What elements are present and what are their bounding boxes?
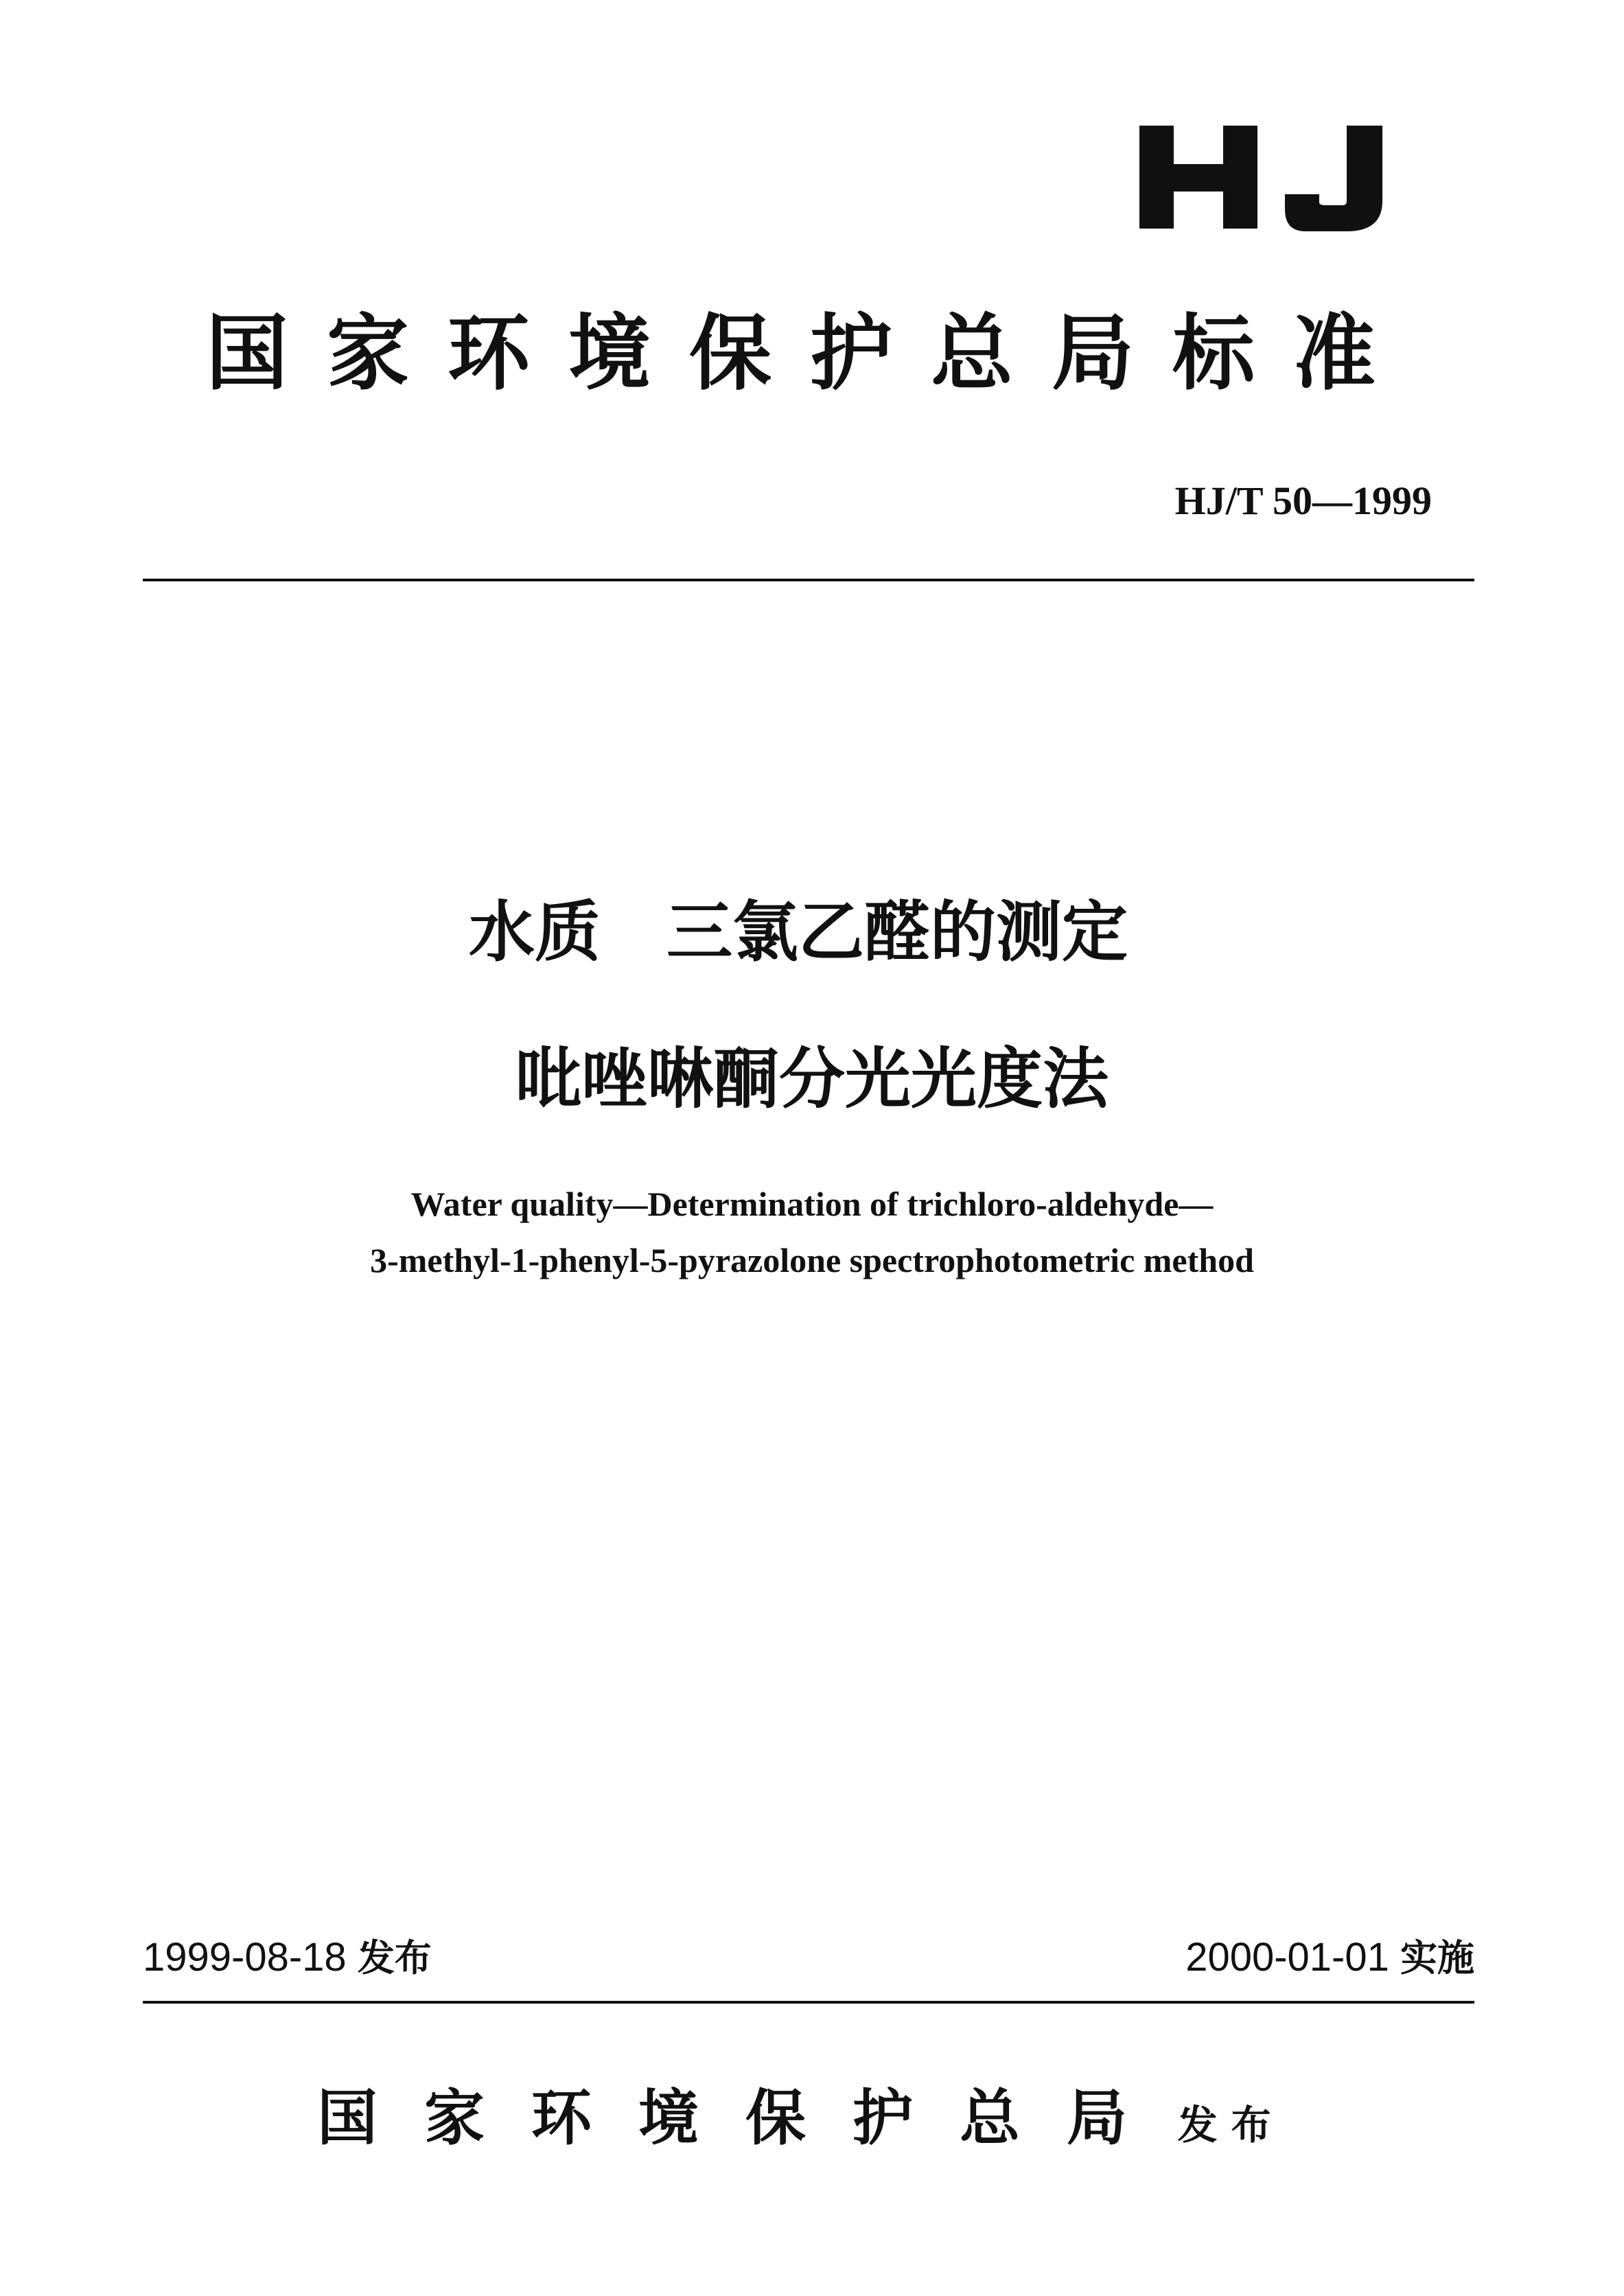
issue-date-block [143, 1930, 432, 1986]
top-divider [143, 579, 1474, 581]
issue-date: 1999-08-18 [143, 1935, 347, 1980]
issue-label: 发布 [357, 1936, 432, 1980]
hj-logo [1112, 103, 1414, 254]
hj-logo-mark [1126, 113, 1400, 244]
publisher-line [317, 2066, 1319, 2187]
publisher-name: 国家环境保护总局 [317, 2082, 1174, 2153]
title-cn-line1: 水质 三氯乙醛的测定 [469, 894, 1128, 971]
implement-label: 实施 [1400, 1936, 1474, 1980]
implement-date: 2000-01-01 [1185, 1935, 1389, 1980]
bottom-divider [143, 2001, 1474, 2004]
title-cn-line2: 吡唑啉酮分光光度法 [515, 1041, 1109, 1117]
implement-date-block [1185, 1930, 1474, 1986]
organization-standard-title: 国家环境保护总局标准 [206, 305, 1414, 402]
title-en-line2: 3-methyl-1-phenyl-5-pyrazolone spectrophotometric method [370, 1241, 1254, 1279]
standard-code: HJ/T 50—1999 [1174, 478, 1432, 523]
publisher-suffix: 发布 [1177, 2102, 1285, 2148]
title-en-line1: Water quality—Determination of trichloro-aldehyde— [410, 1185, 1214, 1223]
